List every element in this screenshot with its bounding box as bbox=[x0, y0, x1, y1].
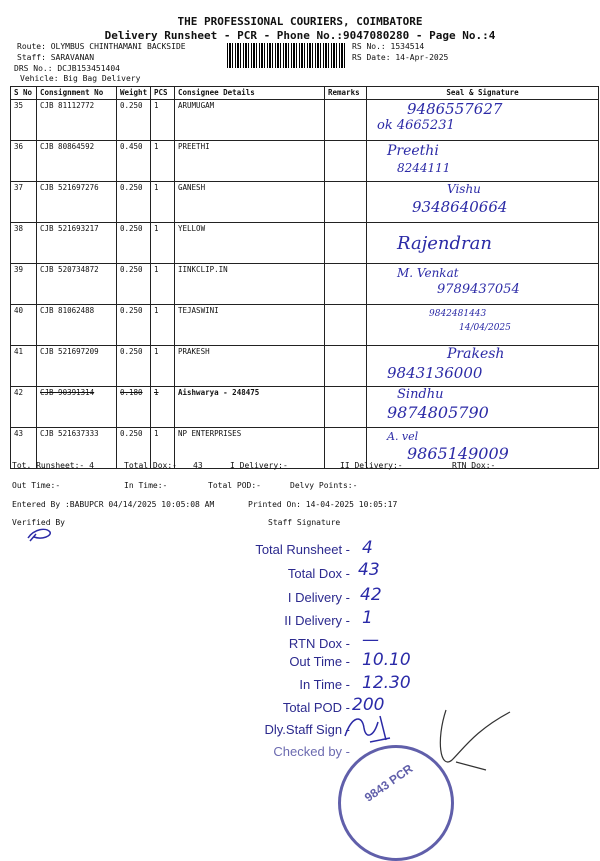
staff-signature-scribble bbox=[340, 706, 410, 746]
sig-line1: Preethi bbox=[387, 143, 439, 159]
row-sno: 36 bbox=[11, 141, 37, 182]
sig-line1: Rajendran bbox=[397, 233, 492, 254]
col-remarks: Remarks bbox=[325, 87, 367, 100]
sig-line2: ok 4665231 bbox=[377, 118, 455, 133]
sig-line2: 9874805790 bbox=[387, 403, 489, 422]
row-pcs: 1 bbox=[151, 141, 175, 182]
sig-line2: 14/04/2025 bbox=[459, 323, 511, 333]
row-remarks bbox=[325, 264, 367, 305]
row-signature bbox=[367, 141, 599, 182]
row-remarks bbox=[325, 100, 367, 141]
row-consignee: NP ENTERPRISES bbox=[175, 428, 325, 469]
row-weight: 0.250 bbox=[117, 305, 151, 346]
row-weight: 0.250 bbox=[117, 223, 151, 264]
rs-no-text: RS No.: 1534514 bbox=[352, 42, 425, 51]
verified-signature bbox=[26, 525, 56, 543]
col-signature: Seal & Signature bbox=[367, 87, 599, 100]
summary-total-runsheet-label: Total Runsheet - bbox=[255, 542, 350, 557]
row-weight: 0.250 bbox=[117, 346, 151, 387]
row-signature bbox=[367, 264, 599, 305]
drs-no-text: DRS No.: DCJB153451404 bbox=[14, 64, 120, 73]
rs-date-text: RS Date: 14-Apr-2025 bbox=[352, 53, 449, 62]
row-pcs: 1 bbox=[151, 428, 175, 469]
summary-total-dox-label: Total Dox - bbox=[287, 566, 350, 581]
row-pcs: 1 bbox=[151, 223, 175, 264]
row-weight: 0.250 bbox=[117, 264, 151, 305]
summary-checked-by-label: Checked by - bbox=[273, 744, 350, 759]
row-consignee: Aishwarya - 248475 bbox=[175, 387, 325, 428]
tot-runsheet: Tot. Runsheet:- 4 bbox=[12, 461, 94, 470]
row-sno: 40 bbox=[11, 305, 37, 346]
sig-line2: 9789437054 bbox=[437, 282, 520, 297]
sig-line1: Vishu bbox=[447, 182, 481, 196]
col-sno: S No bbox=[11, 87, 37, 100]
summary-total-runsheet-value: 4 bbox=[362, 538, 373, 558]
row-remarks bbox=[325, 182, 367, 223]
row-consignee: YELLOW bbox=[175, 223, 325, 264]
summary-rtn-dox-value: — bbox=[362, 630, 379, 650]
delvy-points-label: Delvy Points:- bbox=[290, 481, 358, 490]
row-pcs: 1 bbox=[151, 305, 175, 346]
row-sno: 39 bbox=[11, 264, 37, 305]
row-sno: 42 bbox=[11, 387, 37, 428]
row-remarks bbox=[325, 223, 367, 264]
sig-line1: Prakesh bbox=[447, 346, 505, 362]
summary-staff-sign-label: Dly.Staff Sign - bbox=[264, 722, 350, 737]
rtn-dox-label: RTN Dox:- bbox=[452, 461, 496, 470]
staff-signature-label: Staff Signature bbox=[268, 518, 341, 527]
row-cno: CJB 81062488 bbox=[37, 305, 117, 346]
staff-text: Staff: SARAVANAN bbox=[17, 53, 95, 62]
row-remarks bbox=[325, 387, 367, 428]
summary-out-time-value: 10.10 bbox=[362, 650, 411, 670]
row-weight: 0.450 bbox=[117, 141, 151, 182]
sig-line1: M. Venkat bbox=[397, 266, 459, 280]
row-signature bbox=[367, 223, 599, 264]
pcr-round-stamp bbox=[338, 745, 454, 861]
in-time-label: In Time:- bbox=[124, 481, 168, 490]
col-consignee: Consignee Details bbox=[175, 87, 325, 100]
row-pcs: 1 bbox=[151, 264, 175, 305]
sig-line2: 9865149009 bbox=[407, 444, 509, 463]
row-consignee: TEJASWINI bbox=[175, 305, 325, 346]
sig-line1: 9486557627 bbox=[407, 100, 503, 118]
row-pcs: 1 bbox=[151, 182, 175, 223]
row-sno: 41 bbox=[11, 346, 37, 387]
row-weight: 0.250 bbox=[117, 100, 151, 141]
summary-ii-delivery-value: 1 bbox=[362, 608, 373, 628]
row-cno: CJB 520734872 bbox=[37, 264, 117, 305]
verified-by-label: Verified By bbox=[12, 518, 65, 527]
row-consignee: IINKCLIP.IN bbox=[175, 264, 325, 305]
sig-line1: 9842481443 bbox=[429, 309, 487, 319]
summary-in-time-value: 12.30 bbox=[362, 673, 411, 693]
row-cno: CJB 90391314 bbox=[37, 387, 117, 428]
sig-line2: 9348640664 bbox=[412, 198, 508, 216]
row-signature bbox=[367, 182, 599, 223]
col-weight: Weight bbox=[117, 87, 151, 100]
row-weight: 0.180 bbox=[117, 387, 151, 428]
row-signature bbox=[367, 305, 599, 346]
table-row bbox=[11, 305, 599, 346]
printed-on: Printed On: 14-04-2025 10:05:17 bbox=[248, 500, 398, 509]
i-delivery-label: I Delivery:- bbox=[230, 461, 288, 470]
runsheet-table bbox=[10, 86, 599, 469]
sig-line2: 9843136000 bbox=[387, 364, 483, 382]
sig-line1: A. vel bbox=[387, 430, 419, 443]
route-text: Route: OLYMBUS CHINTHAMANI BACKSIDE bbox=[17, 42, 186, 51]
summary-total-dox-value: 43 bbox=[358, 560, 380, 580]
row-consignee: GANESH bbox=[175, 182, 325, 223]
row-remarks bbox=[325, 305, 367, 346]
table-row bbox=[11, 264, 599, 305]
row-weight: 0.250 bbox=[117, 428, 151, 469]
ii-delivery-label: II Delivery:- bbox=[340, 461, 403, 470]
row-remarks bbox=[325, 141, 367, 182]
stamp-text: 9843 PCR bbox=[361, 761, 416, 805]
row-signature bbox=[367, 100, 599, 141]
sig-line1: Sindhu bbox=[397, 387, 444, 402]
table-row bbox=[11, 182, 599, 223]
row-cno: CJB 521697209 bbox=[37, 346, 117, 387]
table-row bbox=[11, 223, 599, 264]
barcode-image bbox=[227, 43, 347, 68]
row-sno: 35 bbox=[11, 100, 37, 141]
runsheet-subtitle: Delivery Runsheet - PCR - Phone No.:9047080280 - Page No.:4 bbox=[104, 29, 496, 42]
row-sno: 43 bbox=[11, 428, 37, 469]
row-consignee: ARUMUGAM bbox=[175, 100, 325, 141]
row-weight: 0.250 bbox=[117, 182, 151, 223]
summary-i-delivery-value: 42 bbox=[360, 585, 382, 605]
summary-rtn-dox-label: RTN Dox - bbox=[288, 636, 350, 651]
col-consignment: Consignment No bbox=[37, 87, 117, 100]
row-signature bbox=[367, 387, 599, 428]
summary-total-pod-label: Total POD - bbox=[282, 700, 350, 715]
table-row bbox=[11, 346, 599, 387]
table-row bbox=[11, 100, 599, 141]
table-row bbox=[11, 428, 599, 469]
row-signature bbox=[367, 346, 599, 387]
row-remarks bbox=[325, 346, 367, 387]
row-pcs: 1 bbox=[151, 100, 175, 141]
row-cno: CJB 521637333 bbox=[37, 428, 117, 469]
sig-line2: 8244111 bbox=[397, 161, 451, 175]
row-cno: CJB 521693217 bbox=[37, 223, 117, 264]
row-cno: CJB 521697276 bbox=[37, 182, 117, 223]
out-time-label: Out Time:- bbox=[12, 481, 61, 490]
row-cno: CJB 81112772 bbox=[37, 100, 117, 141]
row-cno: CJB 80864592 bbox=[37, 141, 117, 182]
row-pcs: 1 bbox=[151, 387, 175, 428]
table-row bbox=[11, 141, 599, 182]
total-dox-value: 43 bbox=[193, 461, 203, 470]
summary-total-pod-value: 200 bbox=[352, 695, 385, 715]
row-consignee: PRAKESH bbox=[175, 346, 325, 387]
summary-ii-delivery-label: II Delivery - bbox=[284, 613, 350, 628]
col-pcs: PCS bbox=[151, 87, 175, 100]
row-sno: 37 bbox=[11, 182, 37, 223]
vehicle-text: Vehicle: Big Bag Delivery bbox=[20, 74, 141, 83]
summary-i-delivery-label: I Delivery - bbox=[287, 590, 350, 605]
total-dox-label: Total Dox:- bbox=[124, 461, 177, 470]
summary-in-time-label: In Time - bbox=[299, 677, 350, 692]
row-sno: 38 bbox=[11, 223, 37, 264]
row-pcs: 1 bbox=[151, 346, 175, 387]
total-pod-label: Total POD:- bbox=[208, 481, 261, 490]
company-title: THE PROFESSIONAL COURIERS, COIMBATORE bbox=[177, 15, 423, 28]
table-row bbox=[11, 387, 599, 428]
summary-out-time-label: Out Time - bbox=[289, 654, 350, 669]
table-header-row bbox=[11, 87, 599, 100]
row-consignee: PREETHI bbox=[175, 141, 325, 182]
entered-by: Entered By :BABUPCR 04/14/2025 10:05:08 AM bbox=[12, 500, 215, 509]
